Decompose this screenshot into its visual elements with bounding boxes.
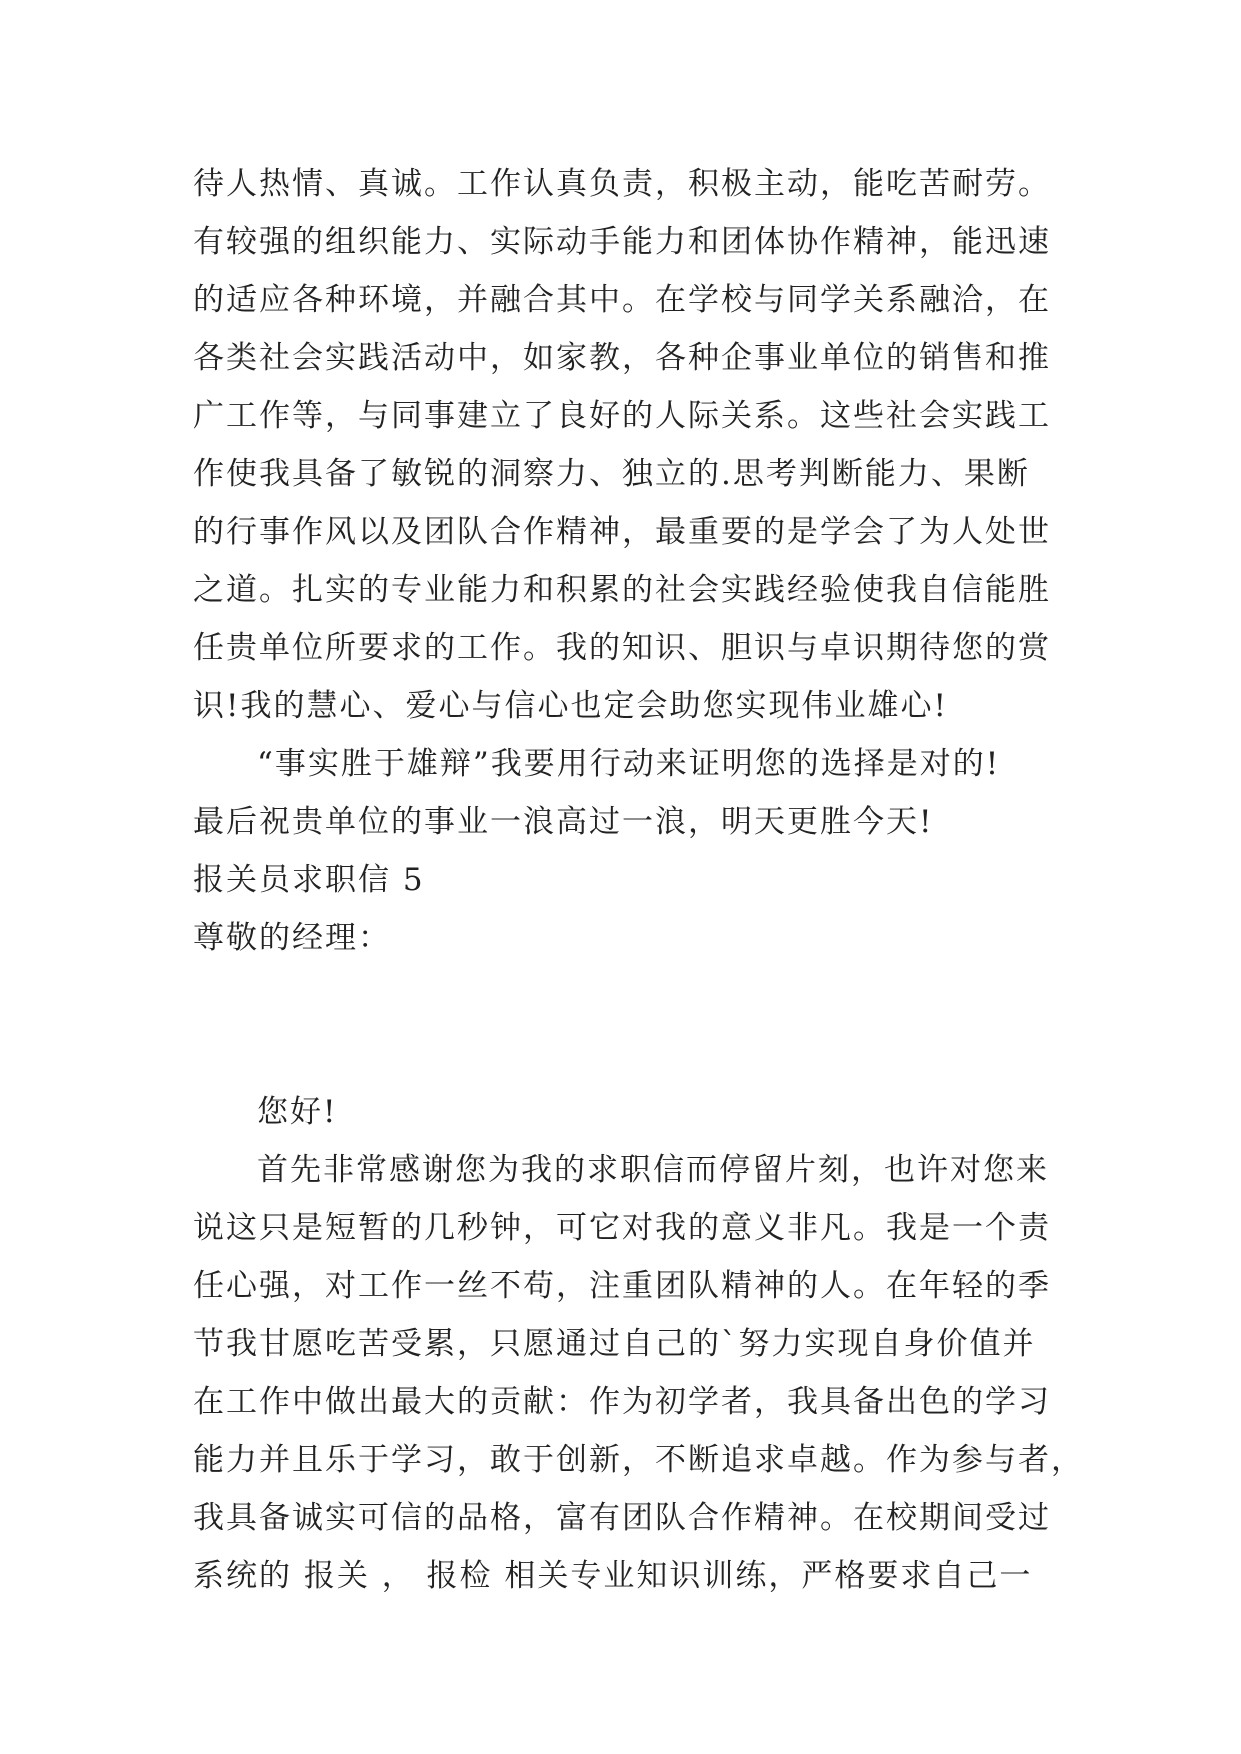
paragraph-line: 待人热情、真诚。工作认真负责，积极主动，能吃苦耐劳。 [193, 166, 1051, 202]
salutation: 尊敬的经理： [193, 920, 391, 956]
paragraph-line: 说这只是短暂的几秒钟，可它对我的意义非凡。我是一个责 [193, 1210, 1051, 1246]
paragraph-line: 的行事作风以及团队合作精神，最重要的是学会了为人处世 [193, 514, 1051, 550]
paragraph-line: 有较强的组织能力、实际动手能力和团体协作精神，能迅速 [193, 224, 1051, 260]
paragraph-line: 我具备诚实可信的品格，富有团队合作精神。在校期间受过 [193, 1500, 1051, 1536]
closing-line: “事实胜于雄辩”我要用行动来证明您的选择是对的! [257, 746, 1001, 782]
letter-title: 报关员求职信 5 [193, 862, 425, 898]
paragraph-line: 广工作等，与同事建立了良好的人际关系。这些社会实践工 [193, 398, 1051, 434]
paragraph-line: 首先非常感谢您为我的求职信而停留片刻，也许对您来 [257, 1152, 1049, 1188]
paragraph-line: 任心强，对工作一丝不苟，注重团队精神的人。在年轻的季 [193, 1268, 1051, 1304]
closing-line: 最后祝贵单位的事业一浪高过一浪，明天更胜今天! [193, 804, 934, 840]
paragraph-line: 之道。扎实的专业能力和积累的社会实践经验使我自信能胜 [193, 572, 1051, 608]
paragraph-line: 识!我的慧心、爱心与信心也定会助您实现伟业雄心! [193, 688, 948, 724]
paragraph-line: 作使我具备了敏锐的洞察力、独立的.思考判断能力、果断 [193, 456, 1030, 492]
paragraph-line: 任贵单位所要求的工作。我的知识、胆识与卓识期待您的赏 [193, 630, 1051, 666]
paragraph-line: 系统的 报关 ， 报检 相关专业知识训练，严格要求自己一 [193, 1558, 1033, 1594]
blank-space [193, 967, 1073, 1083]
paragraph-line: 的适应各种环境，并融合其中。在学校与同学关系融洽，在 [193, 282, 1051, 318]
document-text [193, 155, 1084, 1605]
paragraph-line: 各类社会实践活动中，如家教，各种企事业单位的销售和推 [193, 340, 1051, 376]
greeting: 您好! [257, 1094, 338, 1130]
paragraph-line: 节我甘愿吃苦受累，只愿通过自己的`努力实现自身价值并 [193, 1326, 1036, 1362]
paragraph-line: 能力并且乐于学习，敢于创新，不断追求卓越。作为参与者， [193, 1442, 1084, 1478]
paragraph-line: 在工作中做出最大的贡献：作为初学者，我具备出色的学习 [193, 1384, 1051, 1420]
